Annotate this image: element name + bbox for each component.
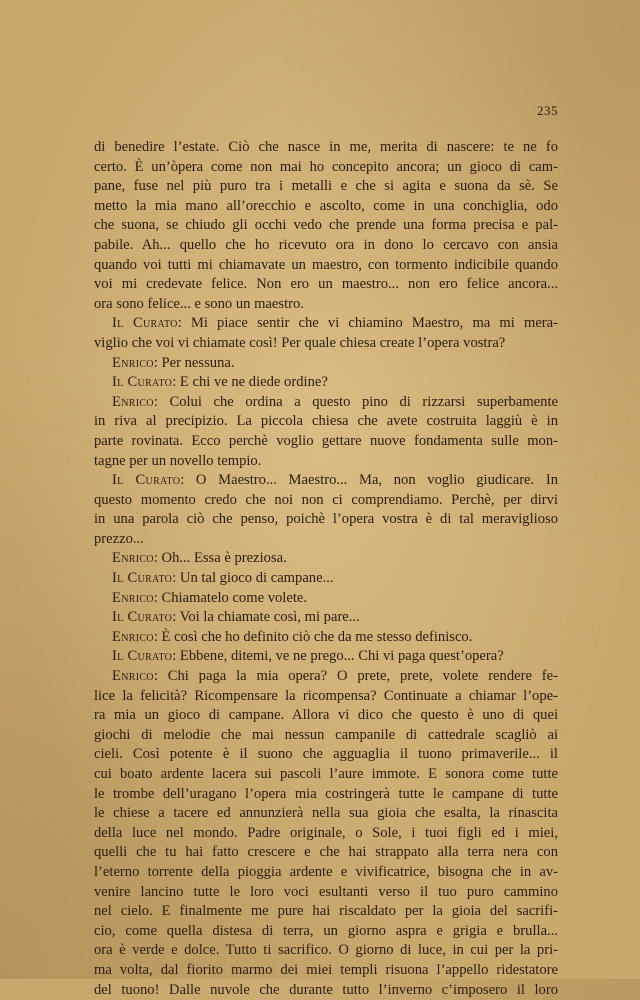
- line-text: cieli. Così potente è il suono che agguaglia il tuono primaverile... il: [94, 746, 558, 763]
- line-text: ora è verde e dolce. Tutto ti sacrifico. O giorno di luce, in cui per la pri-: [94, 942, 558, 959]
- line-text: di benedire l’estate. Ciò che nasce in me, merita di nascere: te ne fo: [94, 139, 558, 155]
- text-line: [94, 804, 558, 824]
- text-line: [94, 138, 558, 158]
- line-text: : Colui che ordina a questo pino di rizzarsi superbamente: [153, 393, 558, 410]
- line-text: : Chiamatelo come volete.: [153, 589, 308, 606]
- line-text: : È così che ho definito ciò che da me stesso definisco.: [153, 628, 473, 645]
- line-text: prezzo...: [94, 530, 144, 547]
- text-line: [94, 647, 558, 667]
- text-line: [94, 785, 558, 805]
- page-number: 235: [537, 103, 558, 118]
- text-line: [94, 687, 558, 707]
- text-line: [94, 589, 558, 609]
- speaker-name: Enrico: [112, 628, 154, 645]
- line-text: lice la felicità? Ricompensare la ricompensa? Continuate a chiamar l’ope-: [94, 687, 558, 704]
- body-text: [94, 138, 558, 1000]
- text-line: [94, 158, 558, 178]
- speaker-name: Il Curato: [112, 648, 173, 665]
- line-text: che suona, se chiudo gli occhi vedo che prende una forma precisa e pal-: [94, 217, 558, 234]
- text-line: [94, 491, 558, 511]
- line-text: pane, fuse nel più puro tra i metalli e che si agita e suona da sè. Se: [94, 178, 558, 195]
- line-text: : O Maestro... Maestro... Ma, non voglio giudicare. In: [180, 472, 558, 489]
- text-line: [94, 765, 558, 785]
- line-text: le trombe dell’uragano l’opera mia costringerà tutte le campane di tutte: [94, 785, 558, 802]
- text-line: [94, 354, 558, 374]
- speaker-name: Il Curato: [112, 315, 178, 332]
- text-line: [94, 314, 558, 334]
- text-line: [94, 902, 558, 922]
- speaker-name: Enrico: [112, 668, 154, 685]
- line-text: in riva al precipizio. La piccola chiesa che avete costruita laggiù è in: [94, 413, 558, 430]
- text-line: [94, 961, 558, 981]
- speaker-name: Enrico: [112, 550, 154, 567]
- line-text: : Per nessuna.: [153, 354, 235, 371]
- line-text: : Ebbene, ditemi, ve ne prego... Chi vi paga quest’opera?: [172, 648, 504, 665]
- text-line: [94, 922, 558, 942]
- text-line: [94, 452, 558, 472]
- text-line: [94, 726, 558, 746]
- line-text: questo momento credo che noi non ci comprendiamo. Perchè, per dirvi: [94, 491, 558, 508]
- text-line: [94, 628, 558, 648]
- line-text: le chiese a tacere ed annunzierà nella sua gioia che esalta, la rinascita: [94, 805, 558, 822]
- line-text: viglio che voi vi chiamate così! Per quale chiesa create l’opera vostra?: [94, 334, 506, 351]
- line-text: cui boato ardente lacera sui pascoli l’aure immote. E sonora come tutte: [94, 766, 558, 782]
- text-line: [94, 412, 558, 432]
- text-line: [94, 177, 558, 197]
- line-text: quelli che tu hai fatto crescere e che hai strappato alla terra nera con: [94, 844, 558, 861]
- speaker-name: Enrico: [112, 393, 154, 410]
- text-line: [94, 197, 558, 217]
- line-text: ra mia un gioco di campane. Allora vi dico che questo è uno di quei: [94, 707, 558, 724]
- line-text: nel cielo. E finalmente me pure hai riscaldato per la gioia del sacrifi-: [94, 903, 558, 920]
- text-line: [94, 216, 558, 236]
- line-text: : E chi ve ne diede ordine?: [172, 374, 328, 391]
- text-line: [94, 745, 558, 765]
- text-line: [94, 667, 558, 687]
- text-line: [94, 608, 558, 628]
- line-text: : Voi la chiamate così, mi pare...: [172, 609, 360, 626]
- line-text: parte rovinata. Ecco perchè voglio gettare nuove fondamenta sulle mon-: [94, 432, 558, 449]
- text-line: [94, 706, 558, 726]
- line-text: in una parola ciò che penso, poichè l’opera vostra è di tal meraviglioso: [94, 511, 558, 528]
- line-text: pabile. Ah... quello che ho ricevuto ora in dono lo cercavo con ansia: [94, 236, 558, 253]
- line-text: certo. È un’òpera come non mai ho concepito ancora; un gioco di cam-: [94, 158, 558, 175]
- text-line: [94, 236, 558, 256]
- line-text: quando voi tutti mi chiamavate un maestro, con tormento indicibile quando: [94, 256, 558, 273]
- text-line: [94, 569, 558, 589]
- line-text: voi mi credevate felice. Non ero un maestro... non ero felice ancora...: [94, 276, 558, 293]
- line-text: ma volta, dal fiorito marmo dei miei templi risuona l’appello ridestatore: [94, 961, 558, 978]
- text-line: [94, 471, 558, 491]
- text-line: [94, 941, 558, 961]
- line-text: della luce nel mondo. Padre originale, o Sole, i tuoi figli ed i miei,: [94, 824, 558, 841]
- line-text: : Chi paga la mia opera? O prete, prete, volete rendere fe-: [153, 668, 558, 685]
- speaker-name: Enrico: [112, 589, 154, 606]
- line-text: l’eterno torrente della pioggia ardente e vivificatrice, bisogna che in av-: [94, 863, 558, 880]
- text-line: [94, 549, 558, 569]
- line-text: venire lancino tutte le loro voci esultanti verso il tuo puro cammino: [94, 883, 558, 900]
- text-line: [94, 275, 558, 295]
- line-text: : Oh... Essa è preziosa.: [153, 550, 287, 567]
- line-text: cio, come quella distesa di terra, un giorno aspra e grigia e brulla...: [94, 922, 558, 939]
- text-line: [94, 510, 558, 530]
- speaker-name: Il Curato: [112, 570, 173, 587]
- text-line: [94, 373, 558, 393]
- text-line: [94, 883, 558, 903]
- text-line: [94, 863, 558, 883]
- line-text: : Un tal gioco di campane...: [172, 570, 334, 587]
- line-text: tagne per un novello tempio.: [94, 452, 262, 469]
- text-line: [94, 432, 558, 452]
- line-text: : Mi piace sentir che vi chiamino Maestro, ma mi mera-: [177, 315, 558, 332]
- text-line: [94, 824, 558, 844]
- speaker-name: Enrico: [112, 354, 154, 371]
- line-text: ora sono felice... e sono un maestro.: [94, 295, 304, 312]
- speaker-name: Il Curato: [112, 374, 173, 391]
- text-line: [94, 295, 558, 315]
- speaker-name: Il Curato: [112, 609, 173, 626]
- line-text: metto la mia mano all’orecchio e ascolto, come in una conchiglia, odo: [94, 197, 558, 214]
- text-line: [94, 256, 558, 276]
- text-line: [94, 334, 558, 354]
- line-text: del tuono! Dalle nuvole che durante tutto l’inverno c’imposero il loro: [94, 981, 558, 998]
- text-line: [94, 843, 558, 863]
- line-text: giochi di melodie che mai nessun campanile di cattedrale scagliò ai: [94, 726, 558, 743]
- text-line: [94, 981, 558, 1000]
- speaker-name: Il Curato: [112, 472, 181, 489]
- text-line: [94, 393, 558, 413]
- text-line: [94, 530, 558, 550]
